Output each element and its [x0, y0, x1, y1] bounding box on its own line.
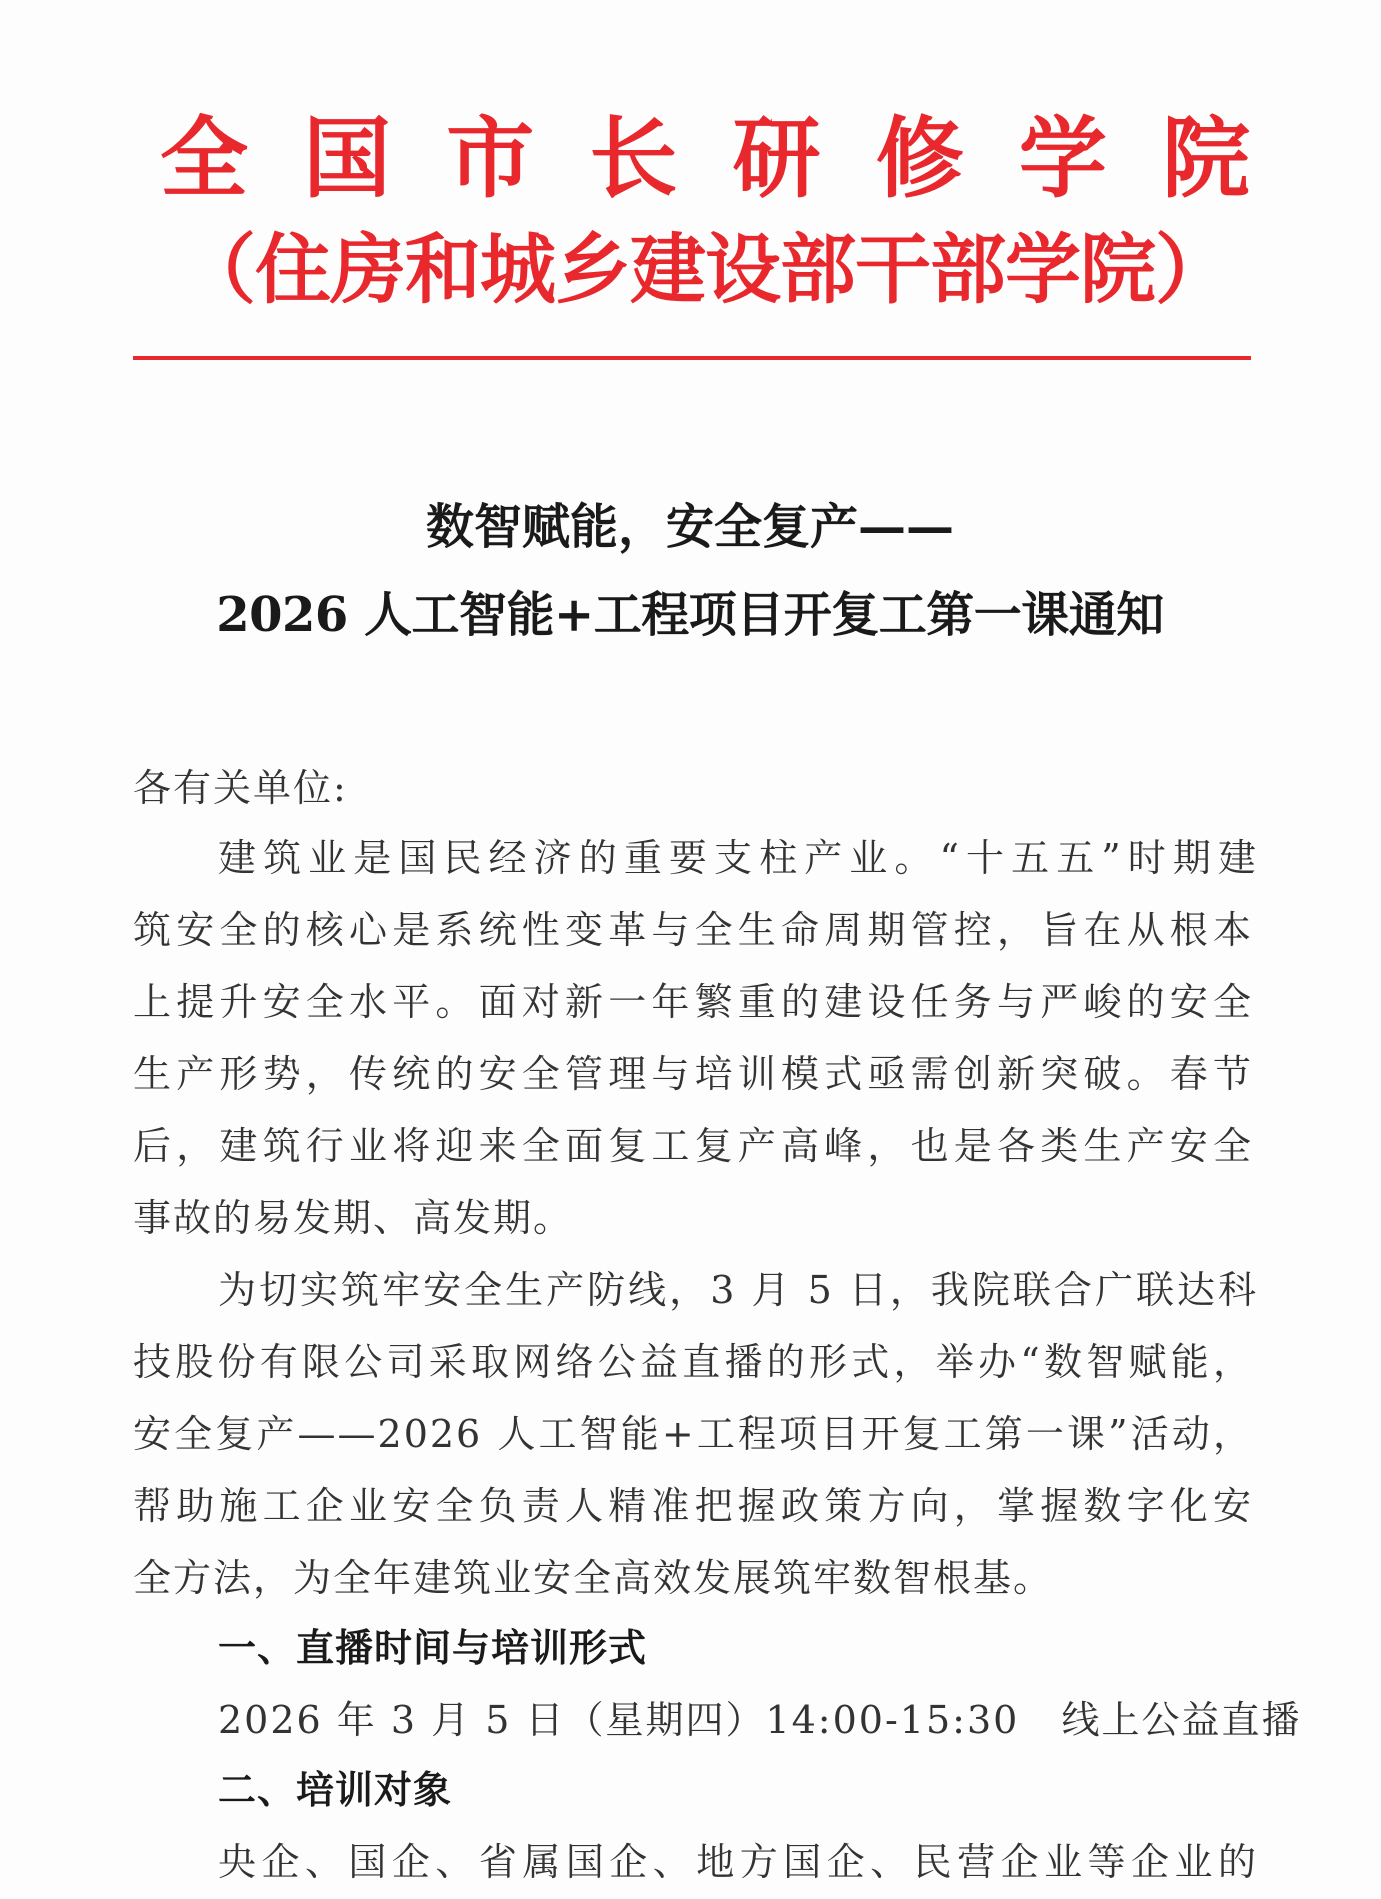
institute-char: 学 — [1018, 106, 1107, 210]
section-1-text: 2026 年 3 月 5 日（星期四）14:00-15:30 线上公益直播 — [218, 1698, 1302, 1742]
paragraph-1-line: 事故的易发期、高发期。 — [133, 1196, 574, 1240]
institute-subname: （住房和城乡建设部干部学院） — [180, 225, 1230, 314]
institute-char: 长 — [589, 106, 678, 210]
salutation: 各有关单位: — [133, 766, 348, 810]
paragraph-2-line: 技股份有限公司采取网络公益直播的形式，举办“数智赋能， — [133, 1340, 1253, 1384]
header-divider — [133, 356, 1251, 360]
paragraph-2-line: 为切实筑牢安全生产防线，3 月 5 日，我院联合广联达科 — [218, 1268, 1258, 1312]
institute-name — [160, 108, 1250, 208]
paragraph-1-line: 生产形势，传统的安全管理与培训模式亟需创新突破。春节 — [133, 1052, 1253, 1096]
document-title-line-1: 数智赋能，安全复产—— — [425, 499, 954, 555]
section-2-heading: 二、培训对象 — [218, 1768, 453, 1812]
document-title-line-2: 2026 人工智能+工程项目开复工第一课通知 — [216, 587, 1164, 643]
section-1-heading: 一、直播时间与培训形式 — [218, 1626, 648, 1670]
paragraph-2-line: 安全复产——2026 人工智能+工程项目开复工第一课”活动， — [133, 1412, 1253, 1456]
paragraph-1-line: 筑安全的核心是系统性变革与全生命周期管控，旨在从根本 — [133, 908, 1253, 952]
institute-char: 院 — [1161, 106, 1250, 210]
paragraph-1-line: 上提升安全水平。面对新一年繁重的建设任务与严峻的安全 — [133, 980, 1253, 1024]
paragraph-2-line: 全方法，为全年建筑业安全高效发展筑牢数智根基。 — [133, 1556, 1054, 1600]
paragraph-1-line: 后，建筑行业将迎来全面复工复产高峰，也是各类生产安全 — [133, 1124, 1253, 1168]
institute-char: 全 — [160, 106, 249, 210]
institute-char: 市 — [446, 106, 535, 210]
institute-char: 研 — [732, 106, 821, 210]
paragraph-2-line: 帮助施工企业安全负责人精准把握政策方向，掌握数字化安 — [133, 1484, 1253, 1528]
institute-char: 修 — [875, 106, 964, 210]
paragraph-1-line: 建筑业是国民经济的重要支柱产业。“十五五”时期建 — [218, 836, 1258, 880]
section-2-text: 央企、国企、省属国企、地方国企、民营企业等企业的 — [218, 1840, 1258, 1884]
institute-char: 国 — [303, 106, 392, 210]
